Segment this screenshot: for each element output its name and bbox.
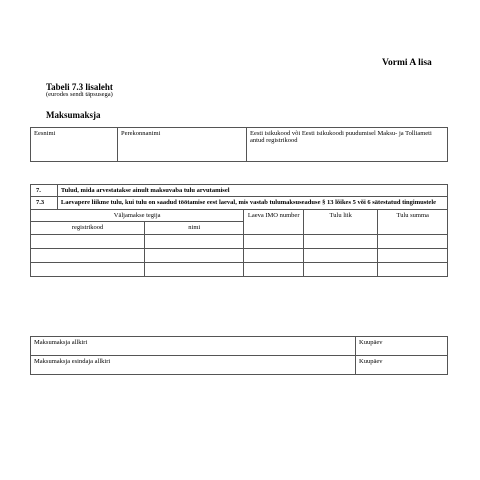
last-name-field[interactable] bbox=[118, 128, 247, 162]
table-row bbox=[31, 234, 448, 248]
imo-cell[interactable] bbox=[244, 234, 304, 248]
income-amount-cell[interactable] bbox=[378, 262, 448, 276]
last-name-label: Perekonnanimi bbox=[121, 130, 161, 137]
name-cell[interactable] bbox=[145, 248, 244, 262]
taxpayer-signature-field[interactable] bbox=[31, 337, 356, 356]
income-amount-header: Tulu summa bbox=[378, 209, 448, 234]
reg-code-cell[interactable] bbox=[31, 234, 145, 248]
section-73-row bbox=[31, 197, 448, 209]
table-row bbox=[31, 262, 448, 276]
section-7-row bbox=[31, 185, 448, 197]
name-cell[interactable] bbox=[145, 262, 244, 276]
reg-code-cell[interactable] bbox=[31, 248, 145, 262]
income-type-header: Tulu liik bbox=[304, 209, 378, 234]
section-73-number: 7.3 bbox=[31, 197, 58, 209]
form-label: Vormi A lisa bbox=[382, 58, 432, 68]
sheet-subtitle: (eurodes sendi täpsusega) bbox=[46, 91, 113, 98]
imo-cell[interactable] bbox=[244, 248, 304, 262]
income-type-cell[interactable] bbox=[304, 234, 378, 248]
section-7-number: 7. bbox=[31, 185, 58, 197]
date-label-1: Kuupäev bbox=[359, 339, 383, 346]
table-row bbox=[31, 248, 448, 262]
name-header: nimi bbox=[145, 222, 244, 234]
income-table bbox=[30, 184, 448, 277]
taxpayer-signature-label: Maksumaksja allkiri bbox=[34, 339, 88, 346]
first-name-label: Eesnimi bbox=[34, 130, 56, 137]
taxpayer-table bbox=[30, 127, 448, 162]
id-code-field[interactable] bbox=[247, 128, 448, 162]
imo-header: Laeva IMO number bbox=[244, 209, 304, 234]
section-title: Maksumaksja bbox=[46, 110, 101, 120]
sheet-title: Tabeli 7.3 lisaleht bbox=[46, 82, 113, 92]
signature-table bbox=[30, 336, 448, 375]
date-label-2: Kuupäev bbox=[359, 358, 383, 365]
imo-cell[interactable] bbox=[244, 262, 304, 276]
reg-code-cell[interactable] bbox=[31, 262, 145, 276]
payer-header: Väljamakse tegija bbox=[31, 209, 244, 221]
first-name-field[interactable] bbox=[31, 128, 118, 162]
section-7-title: Tulud, mida arvestatakse ainult maksuvaba tulu arvutamisel bbox=[57, 185, 447, 197]
representative-signature-label: Maksumaksja esindaja allkiri bbox=[34, 358, 111, 365]
date-field-2[interactable] bbox=[356, 356, 448, 375]
date-field-1[interactable] bbox=[356, 337, 448, 356]
representative-signature-field[interactable] bbox=[31, 356, 356, 375]
income-amount-cell[interactable] bbox=[378, 234, 448, 248]
income-type-cell[interactable] bbox=[304, 262, 378, 276]
name-cell[interactable] bbox=[145, 234, 244, 248]
section-73-title: Laevapere liikme tulu, kui tulu on saadud töötamise eest laeval, mis vastab tulumaksuseaduse § 13 lõikes 5 või 6 sätestatud tingimustele bbox=[57, 197, 447, 209]
income-amount-cell[interactable] bbox=[378, 248, 448, 262]
id-code-label: Eesti isikukood või Eesti isikukoodi puudumisel Maksu- ja Tolliameti antud registrikood bbox=[250, 130, 432, 145]
reg-code-header: registrikood bbox=[31, 222, 145, 234]
income-type-cell[interactable] bbox=[304, 248, 378, 262]
